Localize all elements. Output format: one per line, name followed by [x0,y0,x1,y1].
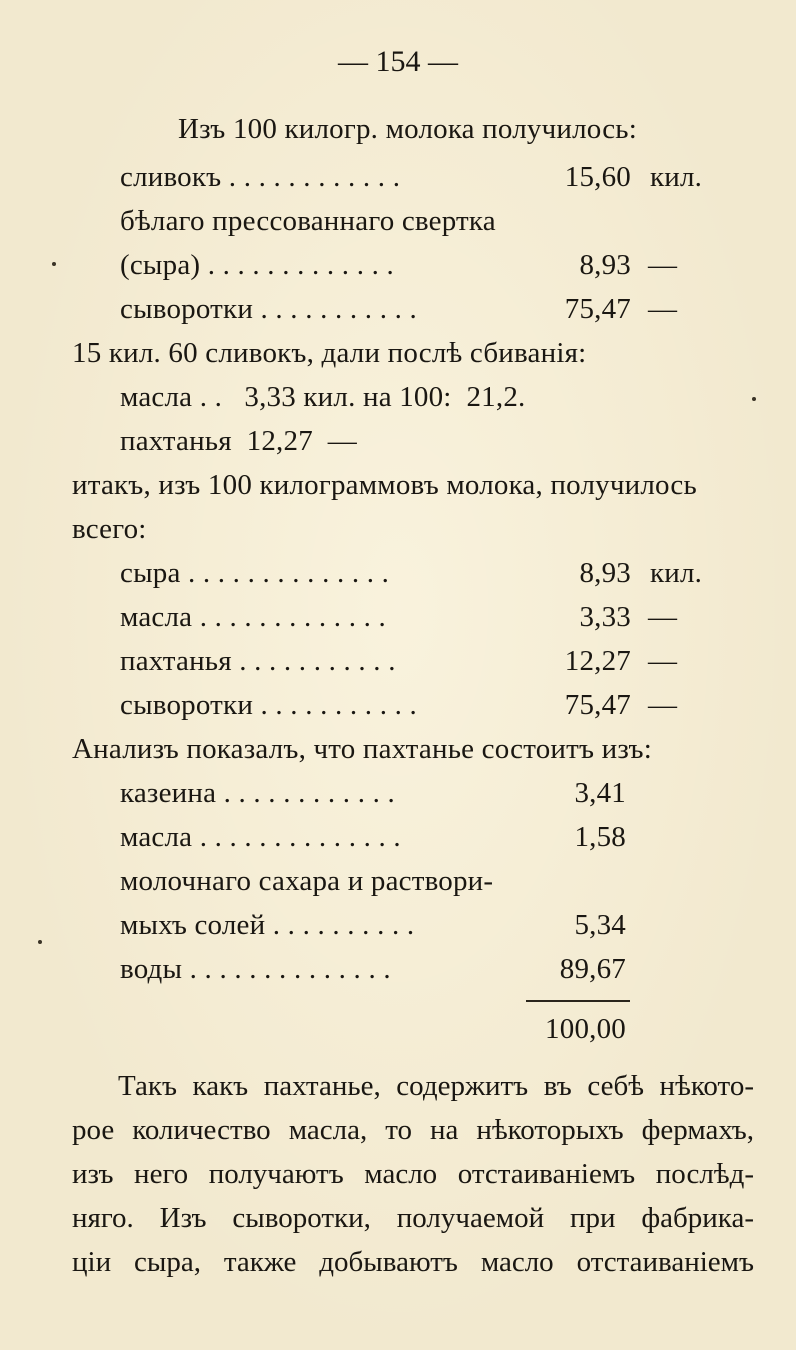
row-value: 75,47 [564,689,631,721]
row-unit: кил. [650,557,703,589]
row-value: 1,58 [574,821,626,853]
row-label: сыворотки . . . . . . . . . . . [120,689,417,721]
sum-rule [526,1000,630,1002]
row-value: 75,47 [564,293,631,325]
row-label: пахтанья . . . . . . . . . . . [120,645,396,677]
total-value: 100,00 [545,1013,626,1045]
ink-speck [52,262,56,266]
paragraph-line: ціи сыра, также добываютъ масло отстаиваніемъ [72,1246,754,1278]
row-label: бѣлаго прессованнаго свертка [120,205,496,237]
row-unit: — [648,601,678,633]
paragraph-line: рое количество масла, то на нѣкоторыхъ фермахъ, [72,1114,754,1146]
row-value: 12,27 [564,645,631,677]
row-label: воды . . . . . . . . . . . . . . [120,953,391,985]
row-label: масла . . . . . . . . . . . . . . [120,821,401,853]
row-value: 3,33 [579,601,631,633]
row-label: казеина . . . . . . . . . . . . [120,777,395,809]
ink-speck [38,940,42,944]
row-value: 3,41 [574,777,626,809]
row-label: сыра . . . . . . . . . . . . . . [120,557,390,589]
heading-buttermilk-analysis: Анализъ показалъ, что пахтанье состоитъ изъ: [72,733,652,765]
row-label: сыворотки . . . . . . . . . . . [120,293,417,325]
row-label: (сыра) . . . . . . . . . . . . . [120,249,394,281]
heading-total-yield: итакъ, изъ 100 килограммовъ молока, получилось [72,469,697,501]
row-unit: — [648,689,678,721]
row-label: молочнаго сахара и раствори- [120,865,494,897]
paragraph-line: Такъ какъ пахтанье, содержитъ въ себѣ нѣкото- [118,1070,754,1102]
row-unit: кил. [650,161,703,193]
heading-milk-yield: Изъ 100 килогр. молока получилось: [178,113,637,145]
row-value: 89,67 [559,953,626,985]
row-value: 8,93 [579,249,631,281]
row-label: масла . . . . . . . . . . . . . [120,601,386,633]
row-unit: — [648,293,678,325]
butter-yield-line: масла . . 3,33 кил. на 100: 21,2. [120,381,526,413]
paragraph-line: няго. Изъ сыворотки, получаемой при фабрика- [72,1202,754,1234]
row-unit: — [648,249,678,281]
ink-speck [752,397,756,401]
heading-cream-churning: 15 кил. 60 сливокъ, дали послѣ сбиванія: [72,337,587,369]
row-value: 15,60 [564,161,631,193]
row-unit: — [648,645,678,677]
row-value: 5,34 [574,909,626,941]
heading-total-yield-cont: всего: [72,513,147,545]
buttermilk-yield-line: пахтанья 12,27 — [120,425,358,457]
paragraph-line: изъ него получаютъ масло отстаиваніемъ послѣд- [72,1158,754,1190]
row-label: сливокъ . . . . . . . . . . . . [120,161,401,193]
row-label: мыхъ солей . . . . . . . . . . [120,909,415,941]
row-value: 8,93 [579,557,631,589]
page-number: — 154 — [338,45,458,78]
